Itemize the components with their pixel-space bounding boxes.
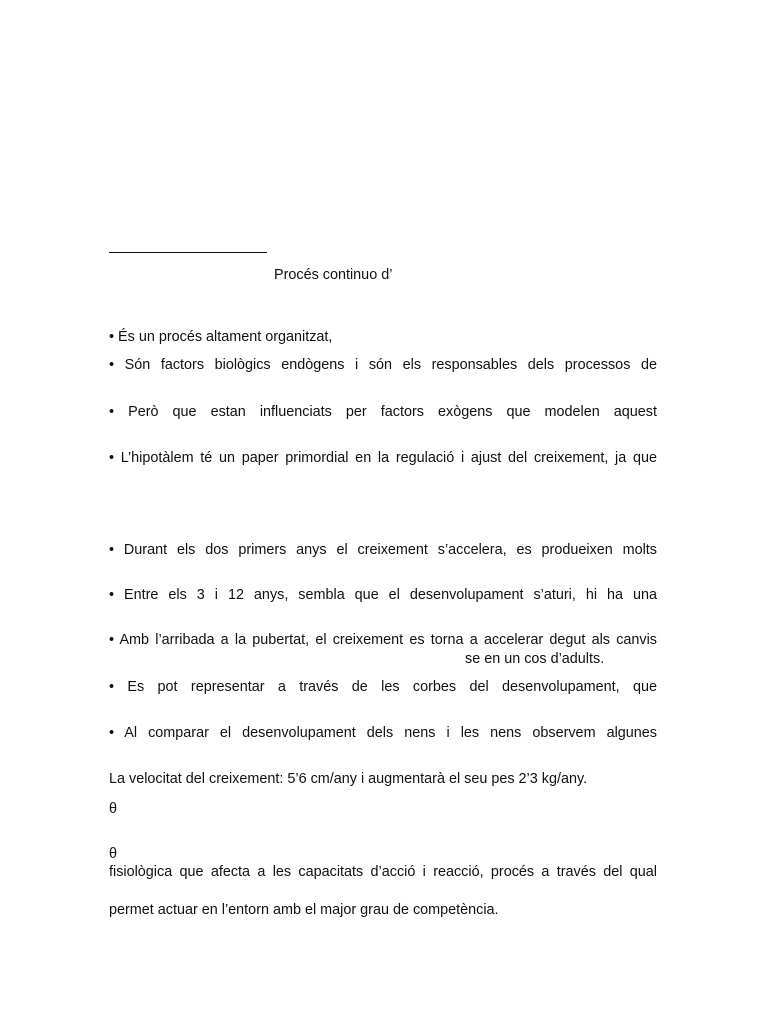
bullet-line: • Són factors biològics endògens i són els responsables dels processos de bbox=[109, 357, 657, 373]
paragraph-line: permet actuar en l’entorn amb el major grau de competència. bbox=[109, 902, 499, 918]
section-heading: Procés continuo d’ bbox=[274, 267, 393, 283]
bullet-line: • És un procés altament organitzat, bbox=[109, 329, 333, 345]
bullet-line: • Al comparar el desenvolupament dels nens i les nens observem algunes bbox=[109, 725, 657, 741]
bullet-line: • Durant els dos primers anys el creixement s’accelera, es produeixen molts bbox=[109, 542, 657, 558]
section-divider bbox=[109, 252, 267, 253]
bullet-line: • Entre els 3 i 12 anys, sembla que el desenvolupament s’aturi, hi ha una bbox=[109, 587, 657, 603]
theta-symbol: θ bbox=[109, 801, 118, 817]
paragraph-line: La velocitat del creixement: 5’6 cm/any i augmentarà el seu pes 2’3 kg/any. bbox=[109, 771, 588, 787]
bullet-line: • L’hipotàlem té un paper primordial en la regulació i ajust del creixement, ja que bbox=[109, 450, 657, 466]
continuation-line: se en un cos d’adults. bbox=[465, 651, 605, 667]
theta-symbol: θ bbox=[109, 846, 118, 862]
paragraph-line: fisiològica que afecta a les capacitats d’acció i reacció, procés a través del qual bbox=[109, 864, 657, 880]
bullet-line: • Però que estan influenciats per factors exògens que modelen aquest bbox=[109, 404, 657, 420]
bullet-line: • Es pot representar a través de les corbes del desenvolupament, que bbox=[109, 679, 657, 695]
bullet-line: • Amb l’arribada a la pubertat, el creixement es torna a accelerar degut als canvis bbox=[109, 632, 657, 648]
